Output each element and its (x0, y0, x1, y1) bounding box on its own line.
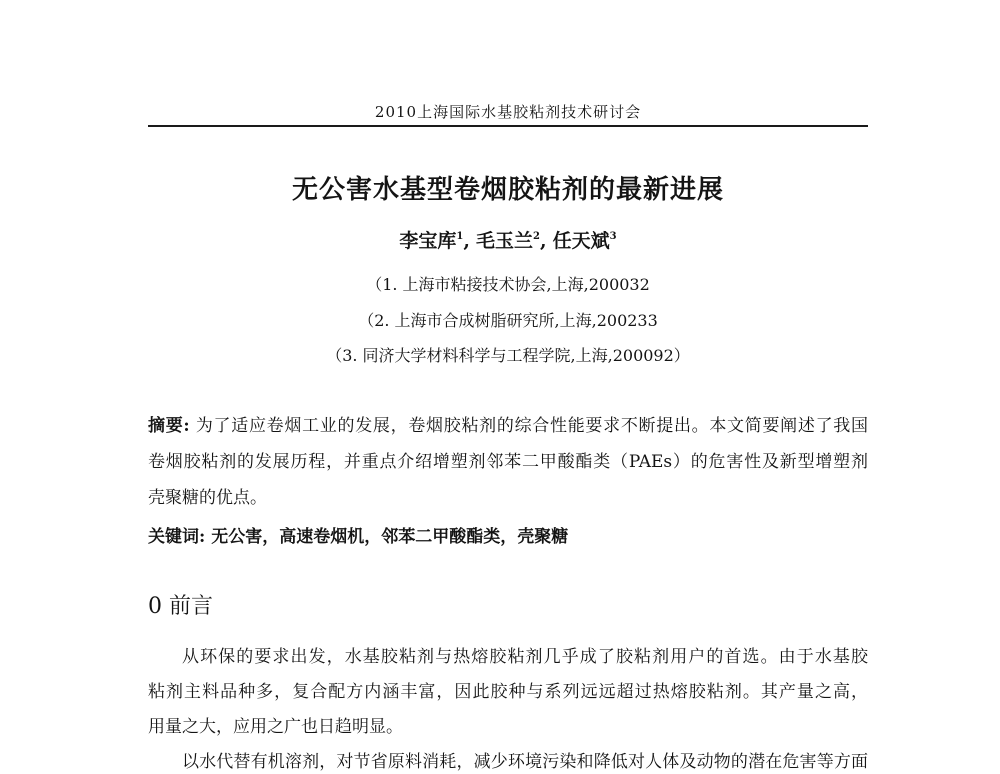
abstract-text: 为了适应卷烟工业的发展，卷烟胶粘剂的综合性能要求不断提出。本文简要阐述了我国 (195, 416, 869, 436)
author-affil-mark: 2 (533, 231, 540, 242)
keywords-text: 无公害，高速卷烟机，邻苯二甲酸酯类，壳聚糖 (211, 527, 569, 547)
paragraph-line: 用量之大，应用之广也日趋明显。 (148, 717, 403, 737)
keywords-label: 关键词: (148, 527, 206, 547)
paragraph-line: 粘剂主料品种多，复合配方内涵丰富，因此胶种与系列远远超过热熔胶粘剂。其产量之高， (148, 682, 868, 702)
author-name: 任天斌 (552, 230, 610, 252)
abstract-line (148, 414, 868, 438)
affiliation-1: （1. 上海市粘接技术协会,上海,200032 (366, 275, 650, 294)
paragraph-line: 从环保的要求出发，水基胶粘剂与热熔胶粘剂几乎成了胶粘剂用户的首选。由于水基胶 (182, 647, 868, 667)
author-name: 毛玉兰 (476, 230, 534, 252)
affiliation-2: （2. 上海市合成树脂研究所,上海,200233 (358, 311, 658, 330)
paper-title: 无公害水基型卷烟胶粘剂的最新进展 (291, 175, 724, 205)
header-rule (148, 125, 868, 127)
paragraph-line: 以水代替有机溶剂，对节省原料消耗，减少环境污染和降低对人体及动物的潜在危害等方面 (182, 752, 868, 772)
author-separator: , (463, 230, 470, 252)
abstract-label: 摘要: (148, 416, 190, 436)
author-affil-mark: 1 (456, 231, 464, 242)
author-affil-mark: 3 (609, 231, 617, 242)
author-separator: , (539, 230, 547, 252)
conference-header: 2010上海国际水基胶粘剂技术研讨会 (374, 103, 642, 121)
section-heading: 0 前言 (148, 594, 213, 619)
affiliation-3: （3. 同济大学材料科学与工程学院,上海,200092） (326, 346, 690, 365)
keywords-line (148, 525, 868, 549)
abstract-line: 壳聚糖的优点。 (148, 488, 267, 508)
author-line (148, 228, 868, 254)
author-name: 李宝库 (399, 230, 457, 252)
abstract-line: 卷烟胶粘剂的发展历程，并重点介绍增塑剂邻苯二甲酸酯类（PAEs）的危害性及新型增塑剂 (148, 452, 868, 472)
